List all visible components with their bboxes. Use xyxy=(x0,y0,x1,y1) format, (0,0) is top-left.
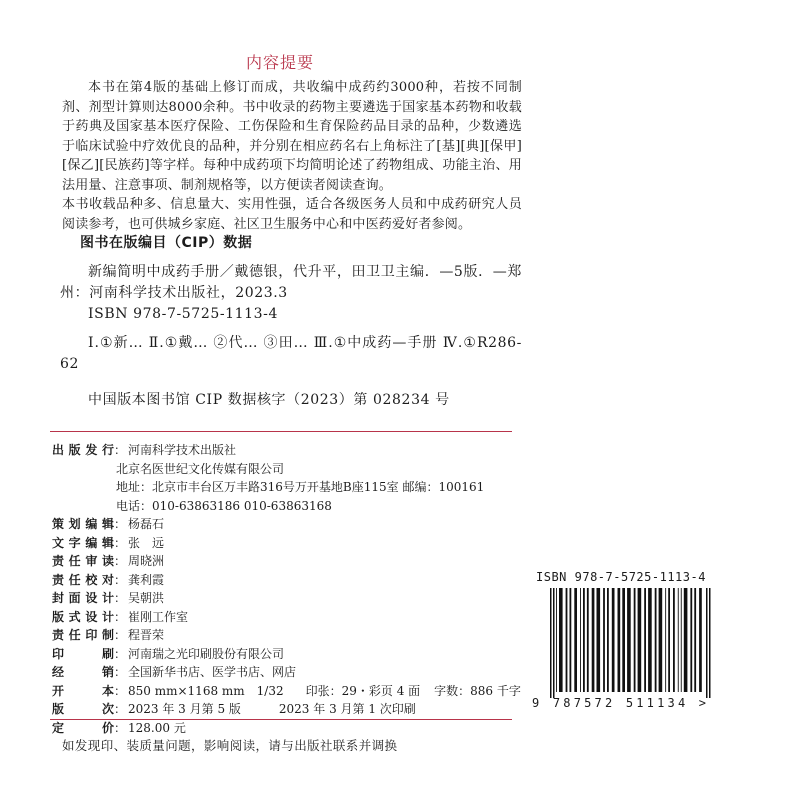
credit-sheets: 印张：29・彩页 4 面 xyxy=(305,683,421,698)
credit-print-manager: 责任印制 ： 程晋荣 xyxy=(52,626,521,645)
barcode-bar xyxy=(665,588,666,692)
barcode-bar xyxy=(681,588,682,692)
credit-value: 程晋荣 xyxy=(128,628,165,642)
credit-label: 版 次 xyxy=(52,702,114,716)
barcode-isbn-label: ISBN 978-7-5725-1113-4 xyxy=(536,570,706,584)
barcode-bar xyxy=(574,588,577,692)
credit-co-publisher: 北京名医世纪文化传媒有限公司 xyxy=(116,461,285,476)
credit-reviewer: 责任审读 ： 周晓洲 xyxy=(52,552,521,571)
credit-publisher: 出版发行 ： 河南科学技术出版社 xyxy=(52,441,521,460)
credit-value: 崔刚工作室 xyxy=(128,609,189,624)
barcode-bar xyxy=(622,588,625,692)
credit-phone: 电话：010-63863186 010-63863168 xyxy=(116,498,332,513)
barcode-bar xyxy=(699,588,702,692)
credit-value: 全国新华书店、医学书店、网店 xyxy=(128,665,297,679)
cip-isbn: ISBN 978-7-5725-1113-4 xyxy=(88,306,279,322)
barcode-bar xyxy=(668,588,670,692)
barcode-bar xyxy=(673,588,675,692)
barcode-bar xyxy=(566,588,568,692)
barcode-bar xyxy=(553,588,555,698)
credit-printing: 2023 年 3 月第 1 次印刷 xyxy=(278,702,416,716)
barcode-bar xyxy=(559,588,563,692)
cip-block xyxy=(60,262,522,383)
credit-value: 河南瑞之光印刷股份有限公司 xyxy=(128,646,285,661)
barcode-bar xyxy=(592,588,595,692)
barcode-bar xyxy=(612,588,615,692)
credit-label: 定 价 xyxy=(52,720,114,735)
credit-value: 128.00 元 xyxy=(128,720,186,735)
credit-printer: 印 刷 ： 河南瑞之光印刷股份有限公司 xyxy=(52,645,521,664)
footer-note: 如发现印、装质量问题，影响阅读，请与出版社联系并调换 xyxy=(62,738,398,753)
credit-label: 责任印制 xyxy=(52,628,114,642)
summary-body xyxy=(62,78,522,234)
barcode-bar xyxy=(659,588,663,692)
barcode-bar xyxy=(694,588,696,692)
barcode-bar xyxy=(570,588,572,692)
barcode-digits: 9 787572 511134 > xyxy=(532,696,710,710)
barcode-bar xyxy=(709,588,711,698)
barcode-bar xyxy=(655,588,657,692)
cip-check-number: 中国版本图书馆 CIP 数据核字（2023）第 028234 号 xyxy=(88,392,450,408)
barcode-bar xyxy=(583,588,585,692)
credit-label: 责任校对 xyxy=(52,572,114,587)
cip-entry: 新编简明中成药手册／戴德银，代升平，田卫卫主编．—5版．—郑州：河南科学技术出版社，2023.3 xyxy=(60,264,522,301)
credits-block xyxy=(52,441,521,737)
summary-paragraph: 本书收载品种多、信息量大、实用性强，适合各级医务人员和中成药研究人员阅读参考，也可供城乡家庭、社区卫生服务中心和中医药爱好者参阅。 xyxy=(62,197,522,232)
credit-label: 策划编辑 xyxy=(52,517,114,531)
barcode-bar xyxy=(648,588,652,692)
credit-value: 2023 年 3 月第 5 版 xyxy=(128,702,241,716)
barcode-bar xyxy=(706,588,708,698)
credit-label: 经 销 xyxy=(52,665,114,679)
credit-edition: 版 次 ： 2023 年 3 月第 5 版 2023 年 3 月第 1 次印刷 xyxy=(52,700,521,719)
credit-value: 河南科学技术出版社 xyxy=(128,443,237,457)
barcode-bar xyxy=(580,588,581,692)
credit-label: 责任审读 xyxy=(52,554,114,568)
barcode-bar xyxy=(638,588,642,692)
barcode-graphic xyxy=(548,588,716,698)
barcode-bar xyxy=(607,588,609,692)
credit-value: 张 远 xyxy=(128,535,165,550)
summary-title: 内容提要 xyxy=(245,53,314,72)
credit-label: 文字编辑 xyxy=(52,535,114,550)
credit-value: 龚利霞 xyxy=(128,572,165,587)
summary-paragraph: 本书在第4版的基础上修订而成，共收编中成药约3000种，若按不同制剂、剂型计算则达8000余种。书中收录的药物主要遴选于国家基本药物和收载于药典及国家基本医疗保险、工伤保险和生育保险药品目录的品种，少数遴选于临床试验中疗效优良的品种，并分别在相应药名右上角标注了[基][典][保甲][保乙][民族药]等字样。每种中成药项下均简明论述了药物组成、功能主治、用法用量、注意事项、制剂规格等，以方便读者阅读查询。 xyxy=(62,80,522,193)
credit-cover-design: 封面设计 ： 吴朝洪 xyxy=(52,589,521,608)
credit-label: 印 刷 xyxy=(52,646,114,661)
credit-value: 杨磊石 xyxy=(128,517,165,531)
barcode-bar xyxy=(634,588,636,692)
credit-layout-design: 版式设计 ： 崔刚工作室 xyxy=(52,608,521,627)
barcode-bar xyxy=(597,588,601,692)
credit-label: 封面设计 xyxy=(52,591,114,605)
credit-word-count: 字数：886 千字 xyxy=(434,683,521,698)
cip-heading: 图书在版编目（CIP）数据 xyxy=(80,235,253,251)
credit-label: 出版发行 xyxy=(52,443,114,457)
credit-value: 吴朝洪 xyxy=(128,591,165,605)
credit-label: 版式设计 xyxy=(52,609,114,624)
barcode-bar xyxy=(690,588,692,692)
barcode-bar xyxy=(644,588,646,692)
barcode-bar xyxy=(587,588,589,692)
barcode-bar xyxy=(627,588,631,692)
barcode-bar xyxy=(556,588,557,692)
credit-format: 开 本 ： 850 mm×1168 mm 1/32 印张：29・彩页 4 面 字数：886 千字 xyxy=(52,682,521,701)
barcode-bar xyxy=(618,588,621,692)
barcode-bar xyxy=(684,588,688,692)
barcode-bar xyxy=(678,588,679,692)
barcode-bar xyxy=(603,588,605,692)
credit-address: 地址：北京市丰台区万丰路316号万开基地B座115室 邮编：100161 xyxy=(116,480,485,494)
barcode-bar xyxy=(550,588,552,698)
credit-distributor: 经 销 ： 全国新华书店、医学书店、网店 xyxy=(52,663,521,682)
credit-text-editor: 文字编辑 ： 张 远 xyxy=(52,534,521,553)
credit-value: 周晓洲 xyxy=(128,554,165,568)
top-divider xyxy=(50,431,512,432)
cip-classification: Ⅰ.①新… Ⅱ.①戴… ②代… ③田… Ⅲ.①中成药—手册 Ⅳ.①R286-62 xyxy=(60,335,522,372)
credit-label: 开 本 xyxy=(52,683,114,698)
credit-proofreader: 责任校对 ： 龚利霞 xyxy=(52,571,521,590)
credit-value: 850 mm×1168 mm 1/32 xyxy=(128,683,284,698)
credit-price: 定 价 ： 128.00 元 xyxy=(52,719,521,738)
credit-planning-editor: 策划编辑 ： 杨磊石 xyxy=(52,515,521,534)
